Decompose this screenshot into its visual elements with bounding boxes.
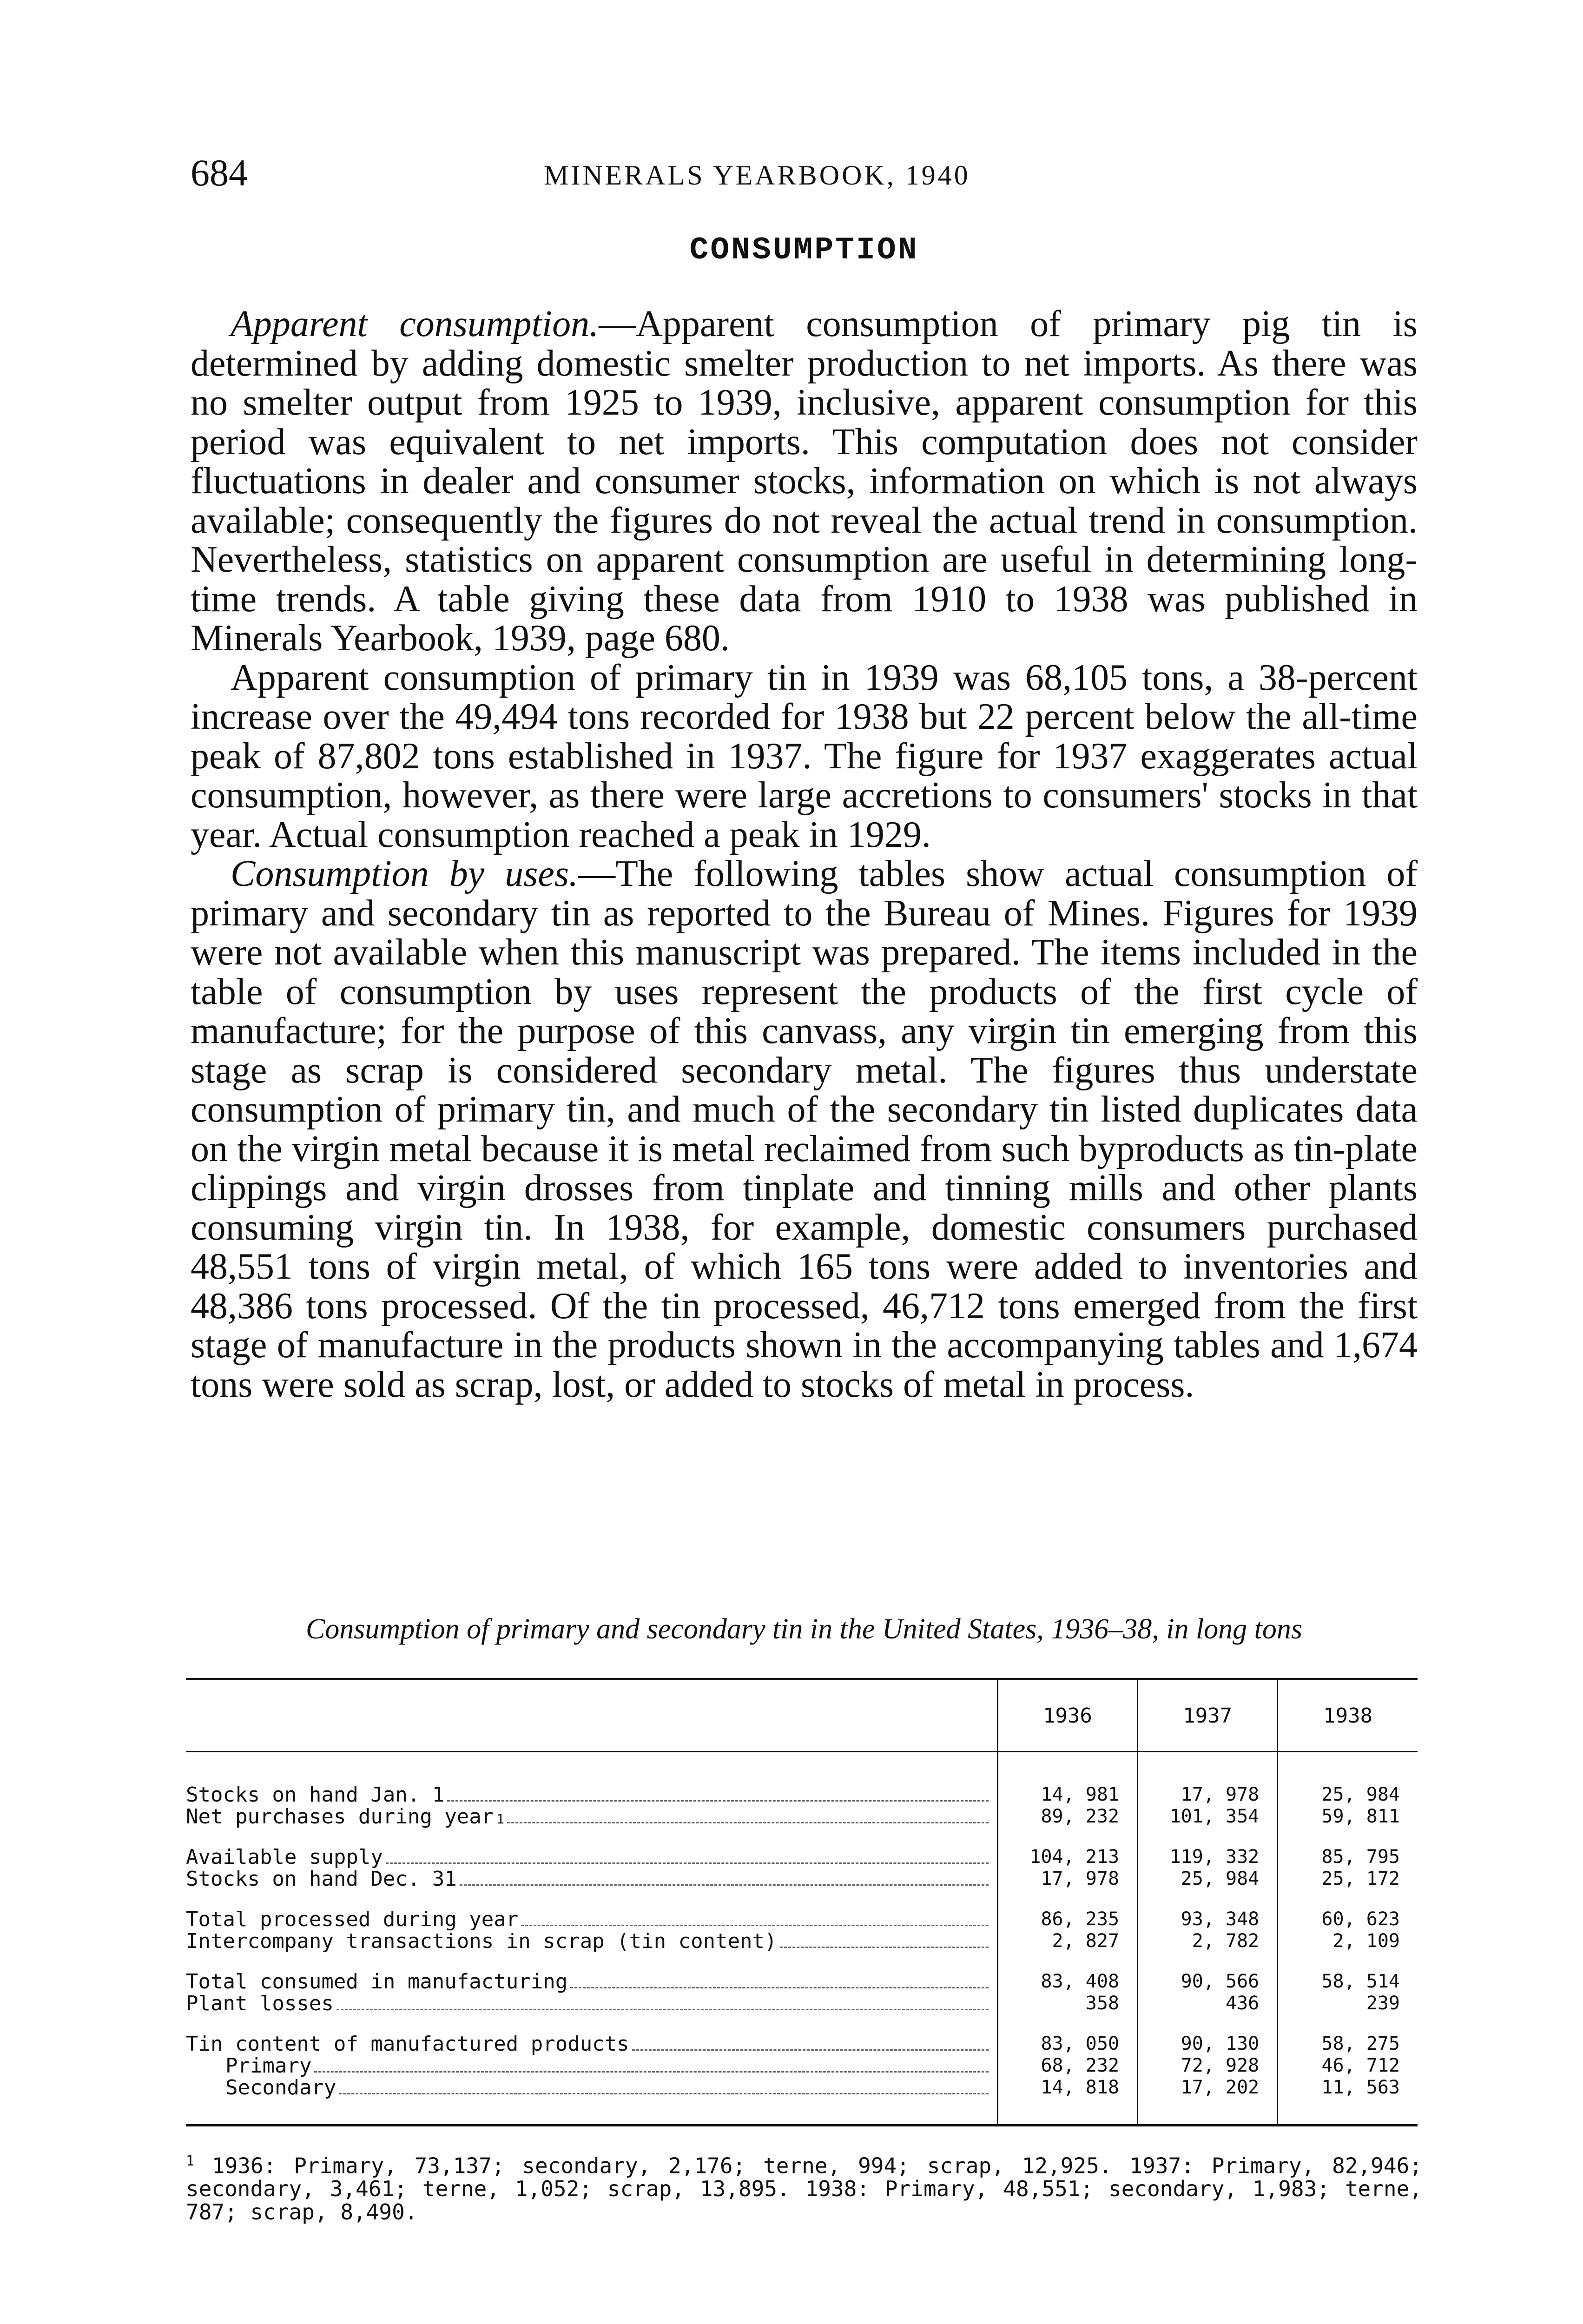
- dot-leader: [632, 2040, 989, 2051]
- row-label-text: Net purchases during year: [186, 1805, 494, 1829]
- table-row: [186, 1868, 1418, 1890]
- cell-value: 14, 981: [1041, 1784, 1120, 1805]
- row-label-text: Stocks on hand Jan. 1: [186, 1783, 445, 1807]
- row-label: [186, 1784, 997, 1806]
- row-label-text: Intercompany transactions in scrap (tin content): [186, 1929, 777, 1953]
- value-cell: [997, 1993, 1137, 2014]
- cell-value: 59, 811: [1321, 1806, 1400, 1827]
- spacer-cell: [1138, 1890, 1278, 1908]
- value-cell: [1278, 1806, 1418, 1828]
- value-cell: [1278, 1846, 1418, 1868]
- row-label-cell: [186, 1930, 997, 1952]
- spacer-cell: [1278, 2014, 1418, 2033]
- spacer-cell: [997, 2014, 1137, 2033]
- spacer-cell: [1138, 2014, 1278, 2033]
- row-label-text: Plant losses: [186, 1992, 334, 2015]
- dot-leader: [507, 1813, 989, 1823]
- row-label: [186, 1971, 997, 1993]
- row-label-cell: [186, 2077, 997, 2099]
- table-spacer-row: [186, 1752, 1418, 1784]
- cell-value: 85, 795: [1321, 1846, 1400, 1868]
- table-body: [186, 1752, 1418, 2126]
- dot-leader: [336, 2000, 989, 2010]
- row-label: [186, 1846, 997, 1868]
- table-row: [186, 1930, 1418, 1952]
- label-column-header: [186, 1679, 997, 1752]
- row-label-text: Primary: [225, 2054, 312, 2078]
- row-label-text: Total processed during year: [186, 1908, 519, 1931]
- section-title: CONSUMPTION: [689, 232, 919, 268]
- cell-value: 17, 978: [1041, 1868, 1120, 1889]
- value-cell: [1278, 2033, 1418, 2055]
- row-label-text: Stocks on hand Dec. 31: [186, 1867, 457, 1891]
- spacer-cell: [186, 1828, 997, 1846]
- cell-value: 436: [1226, 1993, 1260, 2014]
- spacer-cell: [997, 2099, 1137, 2126]
- value-cell: [997, 1971, 1137, 1993]
- row-label-text: Secondary: [225, 2076, 336, 2100]
- table-spacer-row: [186, 2099, 1418, 2126]
- value-cell: [1138, 2033, 1278, 2055]
- cell-value: 72, 928: [1181, 2055, 1260, 2076]
- cell-value: 104, 213: [1029, 1846, 1120, 1868]
- row-label-cell: [186, 2055, 997, 2077]
- dot-leader: [386, 1853, 989, 1864]
- cell-value: 17, 202: [1181, 2077, 1260, 2098]
- cell-value: 93, 348: [1181, 1908, 1260, 1930]
- row-label: [186, 2033, 997, 2055]
- table-row: [186, 1993, 1418, 2014]
- dot-leader: [521, 1915, 989, 1926]
- footnote: [186, 2150, 1422, 2224]
- dot-leader: [314, 2062, 988, 2073]
- paragraph-text: Apparent consumption of primary tin in 1939 was 68,105 tons, a 38-percent increase over the 49,494 tons recorded for 1938 but 22 percent below the all-time peak of 87,802 tons established in 1937. The figure for 1937 exaggerates actual consumption, however, as there were large accretions to consumers' stocks in that year. Actual consumption reached a peak in 1929.: [191, 657, 1418, 855]
- footnote-ref: 1: [496, 1811, 505, 1827]
- row-label-cell: [186, 2033, 997, 2055]
- year-column-header: 1937: [1138, 1679, 1278, 1752]
- book-title: MINERALS YEARBOOK, 1940: [544, 160, 970, 191]
- running-head: [191, 151, 1418, 202]
- row-label-text: Total consumed in manufacturing: [186, 1970, 568, 1994]
- dot-leader: [447, 1791, 989, 1802]
- value-cell: [1138, 1971, 1278, 1993]
- value-cell: [997, 1868, 1137, 1890]
- row-label: [186, 2077, 997, 2099]
- value-cell: [1138, 2077, 1278, 2099]
- table-row: [186, 1784, 1418, 1806]
- spacer-cell: [186, 1752, 997, 1784]
- value-cell: [997, 1846, 1137, 1868]
- table-row: [186, 1846, 1418, 1868]
- table-spacer-row: [186, 1952, 1418, 1971]
- value-cell: [1278, 1784, 1418, 1806]
- cell-value: 83, 050: [1041, 2033, 1120, 2054]
- table-caption: Consumption of primary and secondary tin in the United States, 1936–38, in long tons: [305, 1613, 1303, 1645]
- spacer-cell: [1278, 1952, 1418, 1971]
- value-cell: [997, 2055, 1137, 2077]
- consumption-table: [186, 1678, 1418, 2126]
- value-cell: [997, 2033, 1137, 2055]
- value-cell: [1138, 1806, 1278, 1828]
- value-cell: [1138, 1908, 1278, 1930]
- value-cell: [997, 1784, 1137, 1806]
- cell-value: 25, 172: [1321, 1868, 1400, 1889]
- cell-value: 25, 984: [1181, 1868, 1260, 1889]
- spacer-cell: [997, 1890, 1137, 1908]
- cell-value: 119, 332: [1169, 1846, 1260, 1868]
- spacer-cell: [1278, 1828, 1418, 1846]
- row-label: [186, 2055, 997, 2077]
- row-label: [186, 1993, 997, 2014]
- value-cell: [1138, 1930, 1278, 1952]
- cell-value: 17, 978: [1181, 1784, 1260, 1805]
- spacer-cell: [997, 1952, 1137, 1971]
- cell-value: 11, 563: [1321, 2077, 1400, 2098]
- row-label-cell: [186, 1784, 997, 1806]
- cell-value: 90, 130: [1181, 2033, 1260, 2054]
- value-cell: [997, 1908, 1137, 1930]
- value-cell: [1278, 2077, 1418, 2099]
- paragraph-apparent-consumption: [191, 304, 1418, 658]
- value-cell: [997, 2077, 1137, 2099]
- spacer-cell: [1138, 1828, 1278, 1846]
- spacer-cell: [186, 1890, 997, 1908]
- row-label-cell: [186, 1993, 997, 2014]
- row-label-text: Tin content of manufactured products: [186, 2032, 629, 2056]
- value-cell: [1138, 1993, 1278, 2014]
- data-table: [186, 1678, 1418, 2126]
- table-row: [186, 1971, 1418, 1993]
- spacer-cell: [186, 2099, 997, 2126]
- table-row: [186, 2033, 1418, 2055]
- spacer-cell: [1138, 2099, 1278, 2126]
- value-cell: [1278, 1971, 1418, 1993]
- value-cell: [1278, 1868, 1418, 1890]
- table-row: [186, 2055, 1418, 2077]
- value-cell: [1138, 1784, 1278, 1806]
- value-cell: [1278, 1908, 1418, 1930]
- cell-value: 58, 514: [1321, 1971, 1400, 1992]
- cell-value: 2, 827: [1052, 1930, 1120, 1952]
- paragraph-apparent-consumption-1939: [191, 658, 1418, 855]
- table-spacer-row: [186, 1890, 1418, 1908]
- cell-value: 2, 782: [1192, 1930, 1260, 1952]
- table-row: [186, 2077, 1418, 2099]
- value-cell: [1278, 1993, 1418, 2014]
- row-label-cell: [186, 1971, 997, 1993]
- value-cell: [1138, 1868, 1278, 1890]
- spacer-cell: [186, 1952, 997, 1971]
- row-label-cell: [186, 1908, 997, 1930]
- value-cell: [1138, 1846, 1278, 1868]
- cell-value: 358: [1085, 1993, 1120, 2014]
- cell-value: 101, 354: [1169, 1806, 1260, 1827]
- value-cell: [997, 1806, 1137, 1828]
- row-label-cell: [186, 1806, 997, 1828]
- value-cell: [1278, 1930, 1418, 1952]
- cell-value: 68, 232: [1041, 2055, 1120, 2076]
- cell-value: 86, 235: [1041, 1908, 1120, 1930]
- spacer-cell: [1278, 1890, 1418, 1908]
- dot-leader: [460, 1875, 989, 1886]
- spacer-cell: [186, 2014, 997, 2033]
- spacer-cell: [1278, 2099, 1418, 2126]
- year-column-header: 1936: [997, 1679, 1137, 1752]
- value-cell: [997, 1930, 1137, 1952]
- cell-value: 14, 818: [1041, 2077, 1120, 2098]
- year-column-header: 1938: [1278, 1679, 1418, 1752]
- row-label-text: Available supply: [186, 1845, 383, 1869]
- spacer-cell: [1138, 1952, 1278, 1971]
- row-label: [186, 1908, 997, 1930]
- cell-value: 89, 232: [1041, 1806, 1120, 1827]
- cell-value: 239: [1366, 1993, 1400, 2014]
- spacer-cell: [1138, 1752, 1278, 1784]
- spacer-cell: [997, 1828, 1137, 1846]
- paragraph-text: —Apparent consumption of primary pig tin is determined by adding domestic smelter production to net imports. As there was no smelter output from 1925 to 1939, inclusive, apparent consumption for this period was equivalent to net imports. This computation does not consider fluctuations in dealer and consumer stocks, information on which is not always available; consequently the figures do not reveal the actual trend in consumption. Nevertheless, statistics on apparent consumption are useful in determining long-time trends. A table giving these data from 1910 to 1938 was published in Minerals Yearbook, 1939, page 680.: [191, 304, 1418, 659]
- spacer-cell: [997, 1752, 1137, 1784]
- cell-value: 83, 408: [1041, 1971, 1120, 1992]
- row-label: [186, 1868, 997, 1890]
- value-cell: [1278, 2055, 1418, 2077]
- cell-value: 25, 984: [1321, 1784, 1400, 1805]
- paragraph-consumption-by-uses: [191, 854, 1418, 1404]
- page-number: 684: [191, 152, 248, 194]
- row-label: [186, 1930, 997, 1952]
- footnote-text: 1936: Primary, 73,137; secondary, 2,176; terne, 994; scrap, 12,925. 1937: Primary, 82,946; secondary, 3,461; terne, 1,052; scrap, 13,895. 1938: Primary, 48,551; secondary, 1,983; terne, 787; scrap, 8,490.: [186, 2153, 1422, 2225]
- table-spacer-row: [186, 1828, 1418, 1846]
- table-row: [186, 1806, 1418, 1828]
- spacer-cell: [1278, 1752, 1418, 1784]
- cell-value: 60, 623: [1321, 1908, 1400, 1930]
- paragraph-heading: Consumption by uses.: [231, 853, 579, 894]
- dot-leader: [780, 1937, 989, 1948]
- paragraph-heading: Apparent consumption.: [231, 304, 599, 344]
- body-text: [191, 304, 1418, 1404]
- footnote-marker: 1: [186, 2153, 195, 2169]
- table-header-row: [186, 1679, 1418, 1752]
- cell-value: 2, 109: [1332, 1930, 1400, 1952]
- table-spacer-row: [186, 2014, 1418, 2033]
- cell-value: 46, 712: [1321, 2055, 1400, 2076]
- dot-leader: [570, 1978, 989, 1988]
- cell-value: 58, 275: [1321, 2033, 1400, 2054]
- row-label: [186, 1806, 997, 1828]
- paragraph-text: —The following tables show actual consumption of primary and secondary tin as reported to the Bureau of Mines. Figures for 1939 were not available when this manuscript was prepared. The items included in the table of consumption by uses represent the products of the first cycle of manufacture; for the purpose of this canvass, any virgin tin emerging from this stage as scrap is considered secondary metal. The figures thus understate consumption of primary tin, and much of the secondary tin listed duplicates data on the virgin metal because it is metal reclaimed from such byproducts as tin-plate clippings and virgin drosses from tinplate and tinning mills and other plants consuming virgin tin. In 1938, for example, domestic consumers purchased 48,551 tons of virgin metal, of which 165 tons were added to inventories and 48,386 tons processed. Of the tin processed, 46,712 tons emerged from the first stage of manufacture in the products shown in the accompanying tables and 1,674 tons were sold as scrap, lost, or added to stocks of metal in process.: [191, 853, 1418, 1405]
- value-cell: [1138, 2055, 1278, 2077]
- dot-leader: [339, 2084, 988, 2094]
- cell-value: 90, 566: [1181, 1971, 1260, 1992]
- row-label-cell: [186, 1846, 997, 1868]
- row-label-cell: [186, 1868, 997, 1890]
- table-row: [186, 1908, 1418, 1930]
